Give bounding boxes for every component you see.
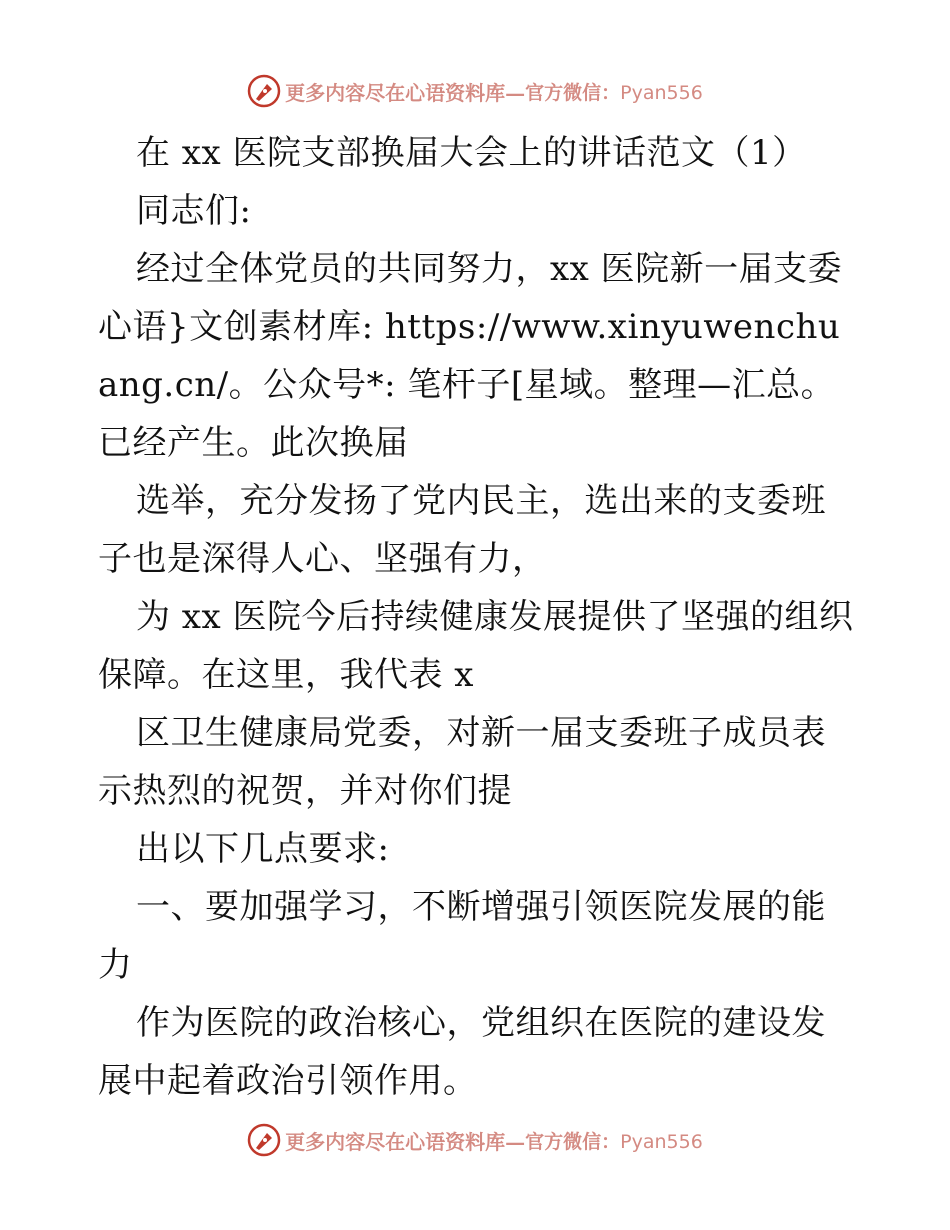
banner-contact-label: 官方微信： — [525, 1130, 621, 1153]
document-body — [98, 124, 858, 1110]
paragraph: 出以下几点要求: — [136, 829, 390, 869]
banner-site-text: 更多内容尽在心语资料库— — [285, 80, 526, 105]
paragraph: 同志们: — [136, 191, 252, 231]
banner-site-text: 更多内容尽在心语资料库— — [285, 1129, 526, 1154]
document-title: 在 xx 医院支部换届大会上的讲话范文（1） — [136, 133, 807, 173]
banner-contact-id: Pyan556 — [620, 81, 703, 104]
paragraph: 选举，充分发扬了党内民主，选出来的支委班子也是深得人心、坚强有力， — [98, 481, 826, 579]
pen-nib-logo-icon — [247, 74, 281, 108]
paragraph: 经过全体党员的共同努力，xx 医院新一届支委心语}文创素材库: https://www.xinyuwenchuang.cn/。公众号*: 笔杆子[星域。整理—汇总。已经产生。此次换届 — [98, 249, 843, 463]
paragraph: 为 xx 医院今后持续健康发展提供了坚强的组织保障。在这里，我代表 x — [98, 597, 854, 695]
footer-banner — [0, 1120, 950, 1160]
banner-contact — [525, 1127, 703, 1154]
pen-nib-logo-icon — [247, 1123, 281, 1157]
header-banner — [0, 71, 950, 111]
paragraph: 区卫生健康局党委，对新一届支委班子成员表示热烈的祝贺，并对你们提 — [98, 713, 826, 811]
banner-contact — [525, 78, 703, 105]
paragraph: 一、要加强学习，不断增强引领医院发展的能力 — [98, 887, 826, 985]
paragraph: 作为医院的政治核心，党组织在医院的建设发展中起着政治引领作用。 — [98, 1003, 826, 1101]
banner-contact-id: Pyan556 — [620, 1130, 703, 1153]
banner-contact-label: 官方微信： — [525, 81, 621, 104]
